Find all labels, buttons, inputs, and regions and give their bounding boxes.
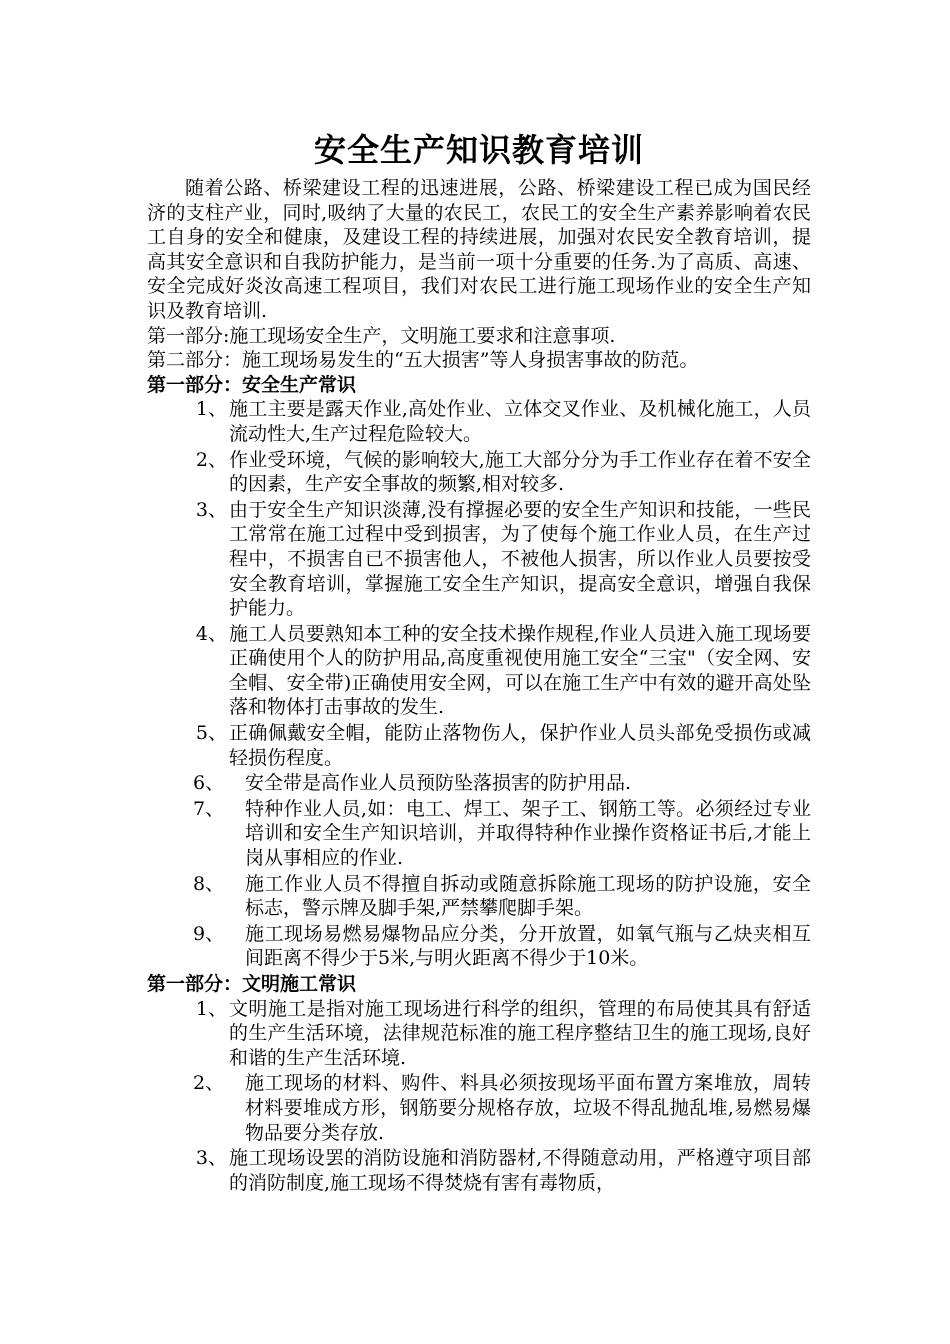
civilized-list [147,997,811,1196]
list-item-text: 文明施工是指对施工现场进行科学的组织，管理的布局使其具有舒适的生产生活环境，法律规范标准的施工程序整结卫生的施工现场,良好和谐的生产生活环境. [229,997,811,1069]
list-item-text: 施工人员要熟知本工种的安全技术操作规程,作业人员进入施工现场要正确使用个人的防护用品,高度重视使用施工安全“三宝"（安全网、安全帽、安全带)正确使用安全网，可以在施工生产中有效的避开高处坠落和物体打击事故的发生. [229,622,811,719]
list-item [147,448,811,497]
list-item-number: 6、 [193,772,225,795]
list-item-number: 7、 [193,797,225,820]
list-item-number: 3、 [195,1147,227,1170]
part-line-1: 第一部分:施工现场安全生产，文明施工要求和注意事项. [147,324,616,347]
list-item [147,397,811,446]
list-item [147,872,811,921]
list-item-number: 5、 [195,722,227,745]
list-item [147,1146,811,1195]
list-item-text: 施工主要是露天作业,高处作业、立体交叉作业、及机械化施工，人员流动性大,生产过程危险较大。 [229,398,811,445]
list-item [147,1071,811,1145]
list-item-text: 作业受环境，气候的影响较大,施工大部分分为手工作业存在着不安全的因素，生产安全事故的频繁,相对较多. [229,448,811,496]
part-line-2: 第二部分：施工现场易发生的“五大损害”等人身损害事故的防范。 [147,349,699,372]
list-item-number: 8、 [193,872,225,895]
list-item-number: 3、 [195,498,227,521]
list-item [147,498,811,621]
section-heading-safety: 第一部分：安全生产常识 [147,373,357,396]
document-body [147,128,811,1196]
list-item-number: 2、 [195,448,227,471]
list-item [147,622,811,720]
list-item-text: 由于安全生产知识淡薄,没有撑握必要的安全生产知识和技能，一些民工常常在施工过程中受到损害，为了使每个施工作业人员，在生产过程中，不损害自已不损害他人，不被他人损害，所以作业人员要按受安全教育培训，掌握施工安全生产知识，提高安全意识，增强自我保护能力。 [229,498,811,620]
list-item-text: 施工作业人员不得擅自拆动或随意拆除施工现场的防护设施，安全标志，警示牌及脚手架,严禁攀爬脚手架。 [245,872,811,920]
section-heading-civilized: 第一部分：文明施工常识 [147,973,357,995]
list-item-text: 特种作业人员,如：电工、焊工、架子工、钢筋工等。必须经过专业培训和安全生产知识培训，并取得特种作业操作资格证书后,才能上岗从事相应的作业. [245,797,811,870]
safety-list [147,397,811,971]
list-item-text: 施工现场易燃易爆物品应分类，分开放置，如氧气瓶与乙炔夹相互间距离不得少于5米,与明火距离不得少于10米。 [245,922,811,970]
list-item-text: 施工现场设罢的消防设施和消防器材,不得随意动用，严格遵守项目部的消防制度,施工现场不得焚烧有害有毒物质， [229,1147,811,1194]
list-item [147,922,811,971]
document-title: 安全生产知识教育培训 [313,131,644,169]
list-item [147,997,811,1071]
list-item-number: 1、 [195,997,227,1020]
list-item-number: 9、 [193,922,225,945]
list-item-text: 安全带是高作业人员预防坠落损害的防护用品. [245,772,632,795]
list-item-text: 施工现场的材料、购件、料具必须按现场平面布置方案堆放，周转材料要堆成方形，钢筋要分规格存放，垃圾不得乱抛乱堆,易燃易爆物品要分类存放. [245,1072,811,1144]
list-item-number: 1、 [195,398,227,421]
intro-paragraph: 随着公路、桥梁建设工程的迅速进展，公路、桥梁建设工程已成为国民经济的支柱产业，同时,吸纳了大量的农民工，农民工的安全生产素养影响着农民工自身的安全和健康，及建设工程的持续进展，加强对农民安全教育培训，提高其安全意识和自我防护能力，是当前一项十分重要的任务.为了高质、高速、安全完成好炎汝高速工程项目，我们对农民工进行施工现场作业的安全生产知识及教育培训. [147,177,811,322]
list-item-number: 2、 [193,1072,225,1095]
list-item-number: 4、 [195,622,227,645]
list-item [147,721,811,770]
list-item [147,771,811,796]
list-item [147,797,811,871]
list-item-text: 正确佩戴安全帽，能防止落物伤人，保护作业人员头部免受损伤或减轻损伤程度。 [229,722,811,769]
